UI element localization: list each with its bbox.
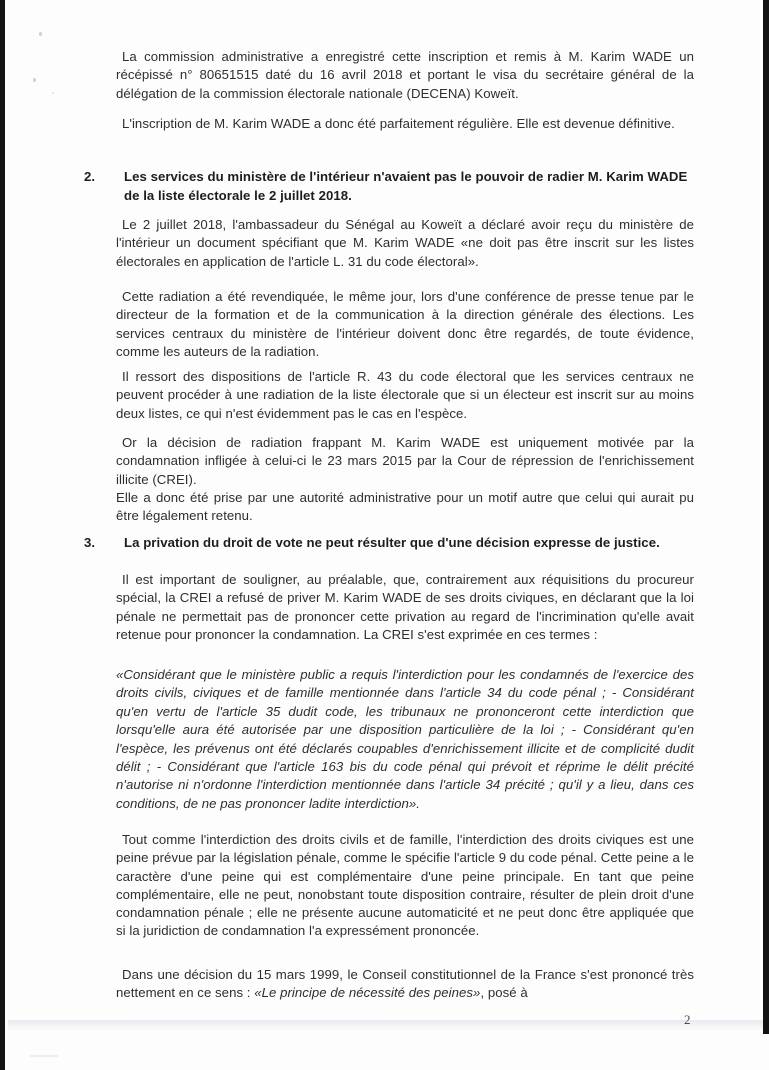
heading-section-3-number: 3. bbox=[84, 535, 96, 550]
scan-speck bbox=[52, 92, 54, 94]
paragraph-registration-regular: L'inscription de M. Karim WADE a donc été parfaitement régulière. Elle est devenue définitive. bbox=[122, 116, 675, 131]
scan-bottom-haze bbox=[8, 1020, 763, 1032]
scan-edge-left-gap bbox=[5, 0, 8, 1070]
paragraph-article-r43: Il ressort des dispositions de l'article R. 43 du code électoral que les services centraux ne peuvent procéder à une radiation de la liste électorale que si un électeur est inscrit sur au moins deux listes, ce qui n'est évidemment pas le cas en l'espèce. bbox=[116, 369, 694, 421]
heading-section-2-number: 2. bbox=[84, 169, 96, 184]
paragraph-complementary-penalty: Tout comme l'interdiction des droits civils et de famille, l'interdiction des droits civiques est une peine prévue par la législation pénale, comme le spécifie l'article 9 du code pénal. Cette peine a le caractère d'une peine qui est complémentaire d'une peine principale. En tant que peine complémentaire, elle ne peut, nonobstant toute disposition contraire, résulter de plein droit d'une condamnation pénale ; elle ne présente aucune automaticité et ne peut donc être appliquée que si la juridiction de condamnation l'a expressément prononcée. bbox=[116, 832, 694, 939]
paragraph-ambassador-statement: Le 2 juillet 2018, l'ambassadeur du Sénégal au Koweït a déclaré avoir reçu du ministère de l'intérieur un document spécifiant que M. Karim WADE «ne doit pas être inscrit sur les listes électorales en application de l'article L. 31 du code électoral». bbox=[116, 217, 694, 269]
heading-section-3-text: La privation du droit de vote ne peut résulter que d'une décision expresse de justice. bbox=[124, 535, 660, 550]
inline-quote-principe-necessite: «Le principe de nécessité des peines» bbox=[254, 985, 481, 1001]
heading-section-2-text: Les services du ministère de l'intérieur n'avaient pas le pouvoir de radier M. Karim WADE de la liste électorale le 2 juillet 2018. bbox=[124, 169, 688, 203]
paragraph-registration-receipt: La commission administrative a enregistré cette inscription et remis à M. Karim WADE un récépissé n° 80651515 daté du 16 avril 2018 et portant le visa du secrétaire général de la délégation de la commission électorale nationale (DECENA) Koweït. bbox=[116, 49, 694, 101]
scan-speck bbox=[33, 78, 36, 82]
blockquote-crei-ruling: «Considérant que le ministère public a requis l'interdiction pour les condamnés de l'exercice des droits civils, civiques et de famille mentionnée dans l'article 34 du code pénal ; - Considérant qu'en vertu de l'article 35 dudit code, les tribunaux ne prononceront cette interdiction que lorsqu'elle aura été autorisée par une disposition particulière de la loi ; - Considérant qu'en l'espèce, les prévenus ont été déclarés coupables d'enrichissement illicite et de complicité dudit délit ; - Considérant que l'article 163 bis du code pénal qui prévoit et réprime le délit précité n'autorise ni n'ordonne l'interdiction mentionnée dans l'article 34 précité ; qu'il y a lieu, dans ces conditions, de ne pas prononcer ladite interdiction». bbox=[116, 667, 694, 811]
paragraph-conseil-constitutionnel bbox=[116, 966, 694, 1003]
heading-section-2 bbox=[84, 167, 696, 205]
paragraph-press-conference: Cette radiation a été revendiquée, le même jour, lors d'une conférence de presse tenue par le directeur de la formation et de la communication à la direction générale des élections. Les services centraux du ministère de l'intérieur doivent donc être regardés, de toute évidence, comme les auteurs de la radiation. bbox=[116, 289, 694, 359]
scan-edge-right bbox=[763, 0, 769, 1034]
page-number: 2 bbox=[684, 1012, 691, 1027]
paragraph-text-after: , posé à bbox=[480, 985, 528, 1001]
paragraph-text-before: Dans une décision du 15 mars 1999, le Conseil constitutionnel de la France s'est prononcé très nettement en ce sens : bbox=[116, 967, 694, 1001]
scan-speck bbox=[39, 32, 42, 36]
scan-speck bbox=[30, 1055, 58, 1057]
paragraph-administrative-authority: Elle a donc été prise par une autorité administrative pour un motif autre que celui qui aurait pu être légalement retenu. bbox=[116, 490, 694, 524]
paragraph-crei-condemnation: Or la décision de radiation frappant M. Karim WADE est uniquement motivée par la condamnation infligée à celui-ci le 23 mars 2015 par la Cour de répression de l'enrichissement illicite (CREI). bbox=[116, 435, 694, 487]
paragraph-crei-refusal: Il est important de souligner, au préalable, que, contrairement aux réquisitions du procureur spécial, la CREI a refusé de priver M. Karim WADE de ses droits civiques, en déclarant que la loi pénale ne permettait pas de prononcer cette privation au regard de l'incrimination qu'elle avait retenue pour prononcer la condamnation. La CREI s'est exprimée en ces termes : bbox=[116, 572, 694, 642]
heading-section-3 bbox=[84, 533, 696, 552]
